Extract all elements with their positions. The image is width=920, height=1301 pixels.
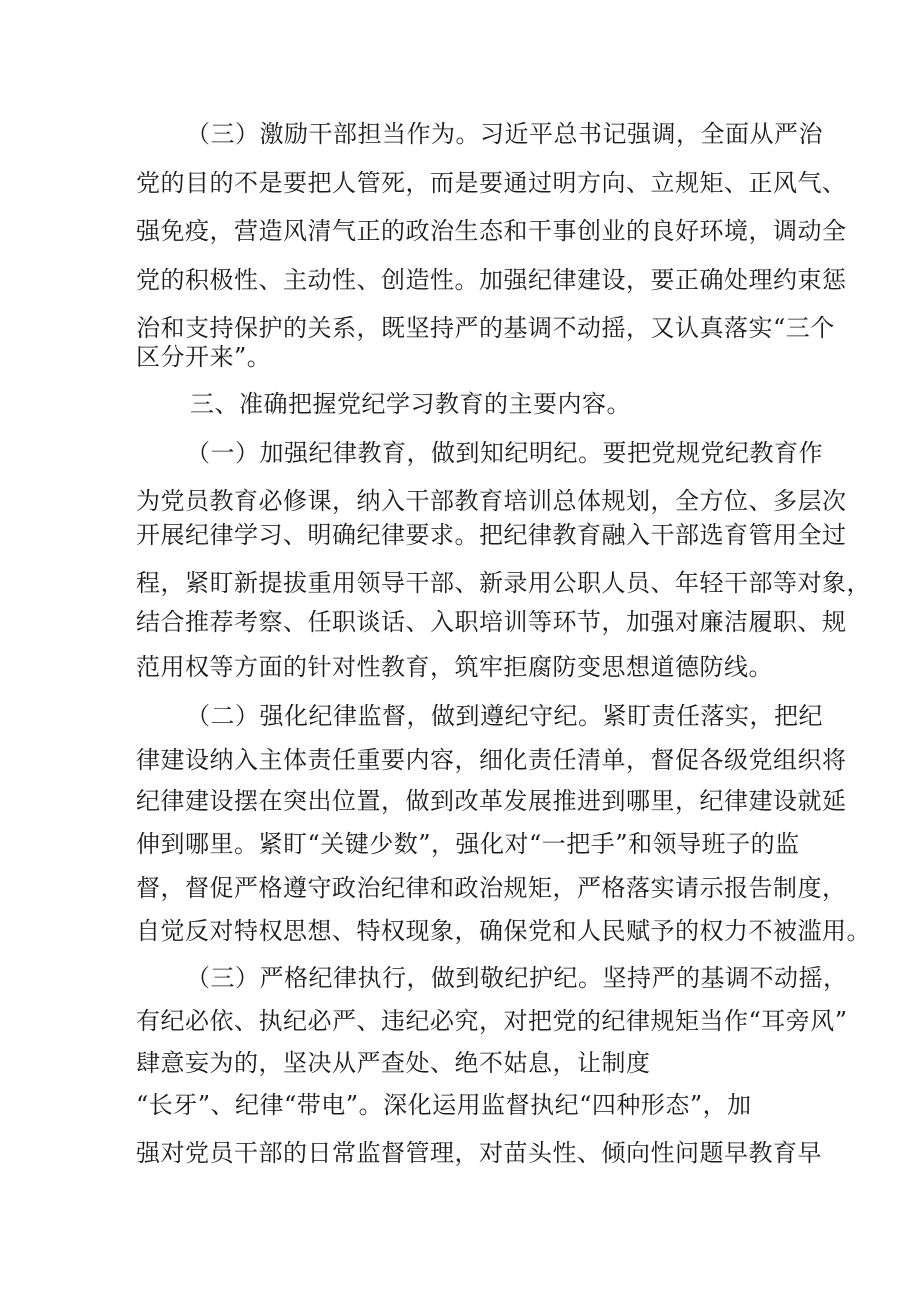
text-line: 区分开来”。 — [136, 343, 272, 371]
text-line: 治和支持保护的关系，既坚持严的基调不动摇，又认真落实“三个 — [136, 314, 835, 342]
text-line: 程，紧盯新提拔重用领导干部、新录用公职人员、年轻干部等对象， — [136, 569, 871, 597]
text-line: 肆意妄为的，坚决从严查处、绝不姑息，让制度 — [136, 1049, 651, 1077]
text-line: 党的目的不是要把人管死，而是要通过明方向、立规矩、正风气、 — [136, 169, 847, 197]
text-line: 纪律建设摆在突出位置，做到改革发展推进到哪里，纪律建设就延 — [136, 787, 847, 815]
text-line: （一）加强纪律教育，做到知纪明纪。要把党规党纪教育作 — [186, 439, 823, 467]
text-line: （二）强化纪律监督，做到遵纪守纪。紧盯责任落实，把纪 — [186, 702, 823, 730]
text-line: 自觉反对特权思想、特权现象，确保党和人民赋予的权力不被滥用。 — [136, 917, 871, 945]
text-line: 有纪必依、执纪必严、违纪必究，对把党的纪律规矩当作“耳旁风” — [136, 1007, 848, 1035]
text-line: “长牙”、纪律“带电”。深化运用监督执纪“四种形态”，加 — [136, 1091, 752, 1119]
text-line: 为党员教育必修课，纳入干部教育培训总体规划，全方位、多层次 — [136, 487, 847, 515]
text-line: 强对党员干部的日常监督管理，对苗头性、倾向性问题早教育早 — [136, 1139, 822, 1167]
text-line: 党的积极性、主动性、创造性。加强纪律建设，要正确处理约束惩 — [136, 266, 847, 294]
section-heading: 三、准确把握党纪学习教育的主要内容。 — [190, 390, 631, 418]
text-line: 强免疫，营造风清气正的政治生态和干事创业的良好环境，调动全 — [136, 217, 847, 245]
text-line: 范用权等方面的针对性教育，筑牢拒腐防变思想道德防线。 — [136, 653, 773, 681]
text-line: 律建设纳入主体责任重要内容，细化责任清单，督促各级党组织将 — [136, 746, 847, 774]
text-line: 结合推荐考察、任职谈话、入职培训等环节，加强对廉洁履职、规 — [136, 608, 847, 636]
text-line: （三）严格纪律执行，做到敬纪护纪。坚持严的基调不动摇， — [186, 964, 848, 992]
text-line: 开展纪律学习、明确纪律要求。把纪律教育融入干部选育管用全过 — [136, 521, 847, 549]
text-line: （三）激励干部担当作为。习近平总书记强调，全面从严治 — [186, 120, 823, 148]
text-line: 伸到哪里。紧盯“关键少数”，强化对“一把手”和领导班子的监 — [136, 830, 800, 858]
text-line: 督，督促严格遵守政治纪律和政治规矩，严格落实请示报告制度， — [136, 874, 847, 902]
